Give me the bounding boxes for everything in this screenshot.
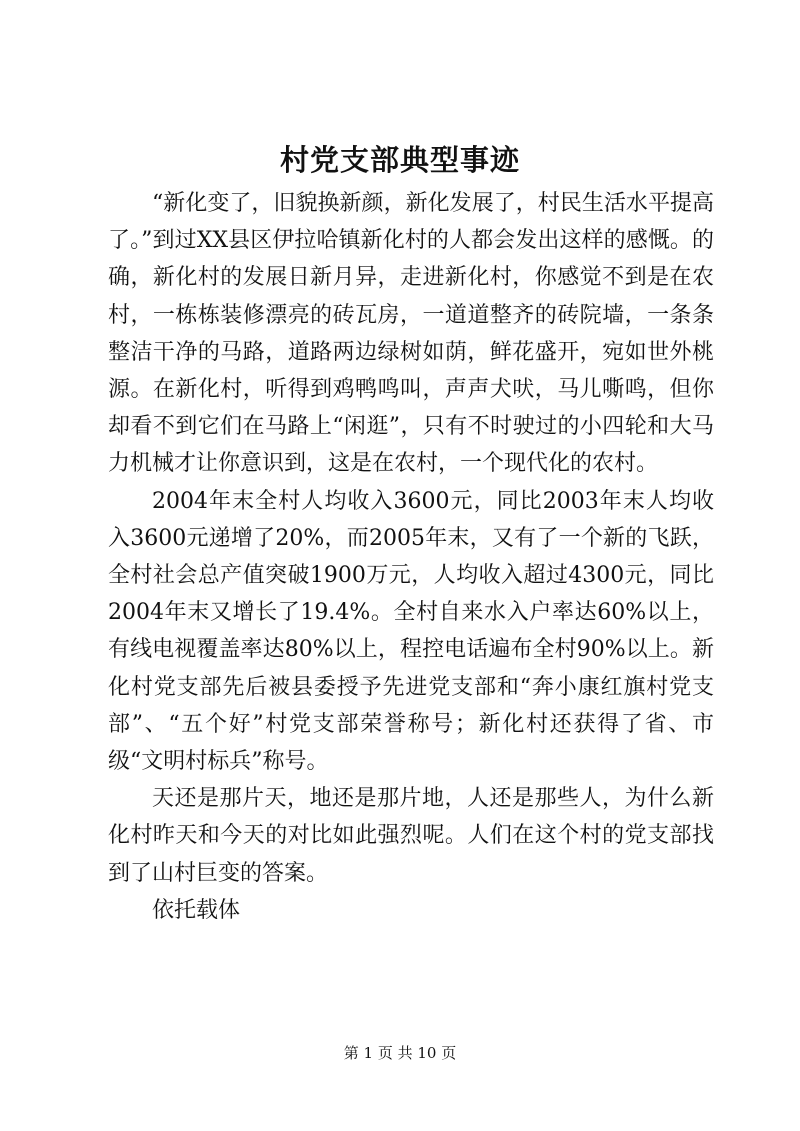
section-heading: 依托载体 — [152, 897, 241, 923]
page-title: 村党支部典型事迹 — [279, 143, 520, 177]
paragraph-statistics: 2004年末全村人均收入3600元，同比2003年末人均收入3600元递增了20%，而2005年末，又有了一个新的飞跃，全村社会总产值突破1900万元，人均收入超过4300元，同比2004年末又增长了19.4%。全村自来水入户率达60%以上，有线电视覆盖率达80%以上，程控电话遍布全村90%以上。新化村党支部先后被县委授予先进党支部和“奔小康红旗村党支部”、“五个好”村党支部荣誉称号；新化村还获得了省、市级“文明村标兵”称号。 — [108, 488, 714, 775]
paragraph-intro: “新化变了，旧貌换新颜，新化发展了，村民生活水平提高了。”到过XX县区伊拉哈镇新化村的人都会发出这样的感慨。的确，新化村的发展日新月异，走进新化村，你感觉不到是在农村，一栋栋装修漂亮的砖瓦房，一道道整齐的砖院墙，一条条整洁干净的马路，道路两边绿树如荫，鲜花盛开，宛如世外桃源。在新化村，听得到鸡鸭鸣叫，声声犬吠，马儿嘶鸣，但你却看不到它们在马路上“闲逛”，只有不时驶过的小四轮和大马力机械才让你意识到，这是在农村，一个现代化的农村。 — [108, 191, 714, 477]
document-body — [108, 185, 714, 929]
paragraph-question: 天还是那片天，地还是那片地，人还是那些人，为什么新化村昨天和今天的对比如此强烈呢。人们在这个村的党支部找到了山村巨变的答案。 — [108, 786, 714, 886]
page-footer: 第 1 页 共 10 页 — [343, 1044, 457, 1062]
